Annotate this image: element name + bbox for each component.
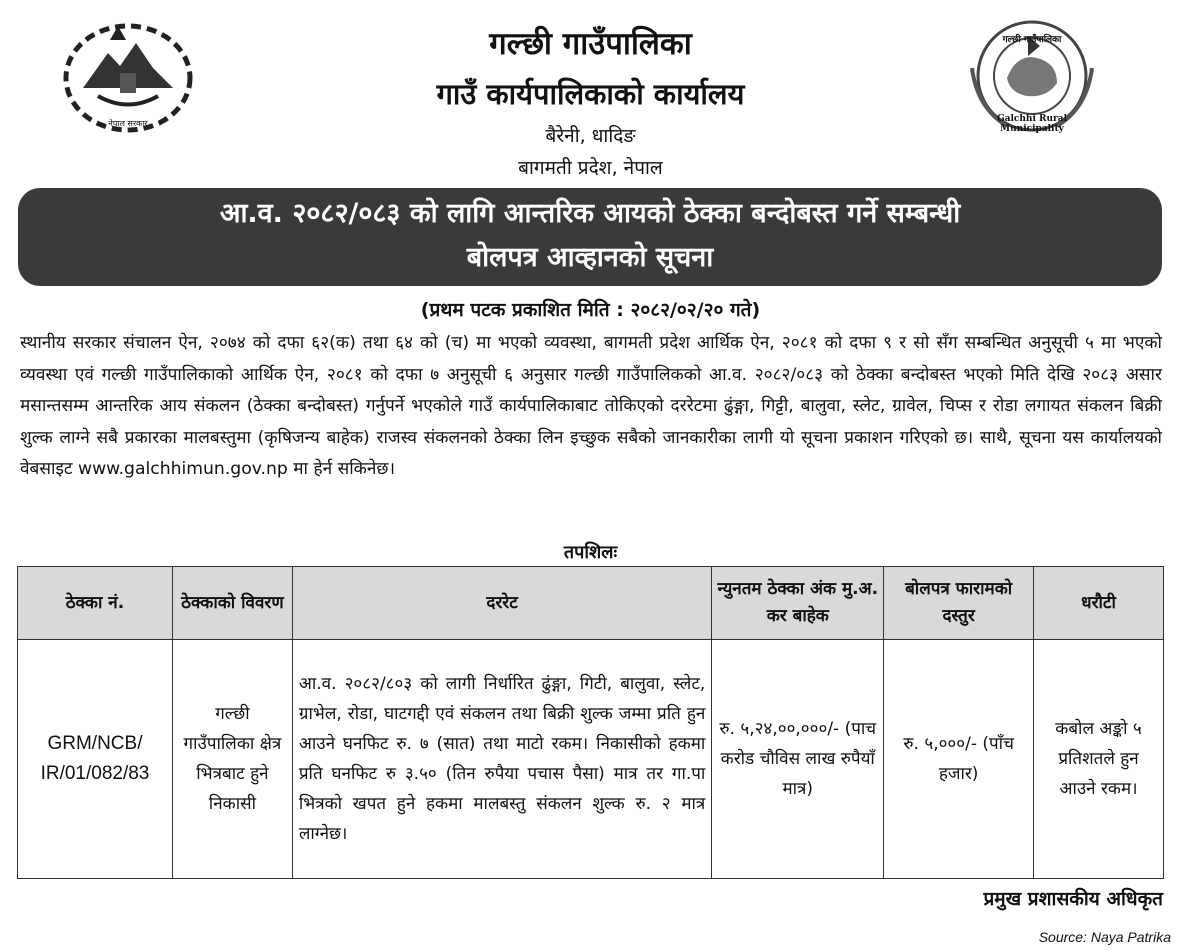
- notice-title-line-1: आ.व. २०८२/०८३ को लागि आन्तरिक आयको ठेक्का बन्दोबस्त गर्ने सम्बन्धी: [219, 198, 961, 229]
- source-credit: Source: Naya Patrika: [1038, 929, 1171, 945]
- published-date: (प्रथम पटक प्रकाशित मिति : २०८२/०२/२० गते): [420, 299, 761, 321]
- tender-table: [17, 566, 1164, 879]
- notice-title-line-2: बोलपत्र आव्हानको सूचना: [466, 242, 714, 273]
- right-emblem-bottom-text: Galchhi Rural Municipality: [996, 114, 1068, 134]
- table-header-row: [18, 567, 1164, 640]
- cell-rate: आ.व. २०८२/८०३ को लागी निर्धारित ढुंङ्गा, गिटी, बालुवा, स्लेट, ग्राभेल, रोडा, घाटगद्दी एवं संकलन तथा बिक्री शुल्क जम्मा प्रति हुन आउने घनफिट रु. ७ (सात) तथा माटो रकम। निकासीको हकमा प्रति घनफिट रु ३.५० (तिन रुपैया पचास पैसा) मात्र तर गा.पा भित्रको खपत हुने हकमा मालबस्तु संकलन शुल्क रु. २ मात्र लाग्नेछ।: [292, 640, 711, 879]
- address-line-1: बैरेनी, धादिङ: [545, 125, 636, 147]
- notice-title-banner: [18, 188, 1162, 286]
- right-emblem-top-text: गल्छी गाउँपालिका: [1002, 35, 1062, 45]
- cell-description: गल्छी गाउँपालिका क्षेत्र भित्रबाट हुने निकासी: [172, 640, 292, 879]
- address-line-2: बागमती प्रदेश, नेपाल: [518, 157, 663, 179]
- header-min-amount: न्युनतम ठेक्का अंक मु.अ. कर बाहेक: [712, 567, 884, 640]
- office-sub-title: गाउँ कार्यपालिकाको कार्यालय: [436, 77, 745, 111]
- header-form-fee: बोलपत्र फारामको दस्तुर: [884, 567, 1034, 640]
- header-deposit: धरौटी: [1034, 567, 1164, 640]
- notice-body: स्थानीय सरकार संचालन ऐन, २०७४ को दफा ६२(क) तथा ६४ को (च) मा भएको व्यवस्था, बागमती प्रदेश आर्थिक ऐन, २०८१ को दफा ९ र सो सँग सम्बन्धित अनुसूची ५ मा भएको व्यवस्था एवं गल्छी गाउँपालिकाको आर्थिक ऐन, २०८१ को दफा ७ अनुसूची ६ अनुसार गल्छी गाउँपालिकको आ.व. २०८२/०८३ को ठेक्का बन्दोबस्त भएको मिति देखि २०८३ असार मसान्तसम्म आन्तरिक आय संकलन (ठेक्का बन्दोबस्त) गर्नुपर्ने भएकोले गाउँ कार्यपालिकाबाट तोकिएको दररेटमा ढुंङ्गा, गिट्टी, बालुवा, स्लेट, ग्रावेल, चिप्स र रोडा लगायत संकलन बिक्री शुल्क लाग्ने सबै प्रकारका मालबस्तुमा (कृषिजन्य बाहेक) राजस्व संकलनको ठेक्का लिन इच्छुक सबैको जानकारीका लागी यो सूचना प्रकाशन गरिएको छ। साथै, सूचना यस कार्यालयको वेबसाइट www.galchhimun.gov.np मा हेर्न सकिनेछ।: [20, 333, 1162, 479]
- notice-header: [0, 0, 1181, 185]
- office-name: गल्छी गाउँपालिका: [489, 26, 692, 62]
- header-rate: दररेट: [292, 567, 711, 640]
- header-description: ठेक्काको विवरण: [172, 567, 292, 640]
- header-contract-no: ठेक्का नं.: [18, 567, 173, 640]
- cell-deposit: कबोल अङ्को ५ प्रतिशतले हुन आउने रकम।: [1034, 640, 1164, 879]
- signature-title: प्रमुख प्रशासकीय अधिकृत: [983, 888, 1163, 910]
- details-label: तपशिलः: [563, 542, 618, 563]
- municipality-logo: [962, 18, 1102, 136]
- left-emblem-caption: नेपाल सरकार: [108, 119, 148, 128]
- cell-min-amount: रु. ५,२४,००,०००/- (पाच करोड चौविस लाख रुपैयाँ मात्र): [712, 640, 884, 879]
- cell-contract-no: GRM/NCB/ IR/01/082/83: [18, 640, 173, 879]
- cell-form-fee: रु. ५,०००/- (पाँच हजार): [884, 640, 1034, 879]
- table-row: [18, 640, 1164, 879]
